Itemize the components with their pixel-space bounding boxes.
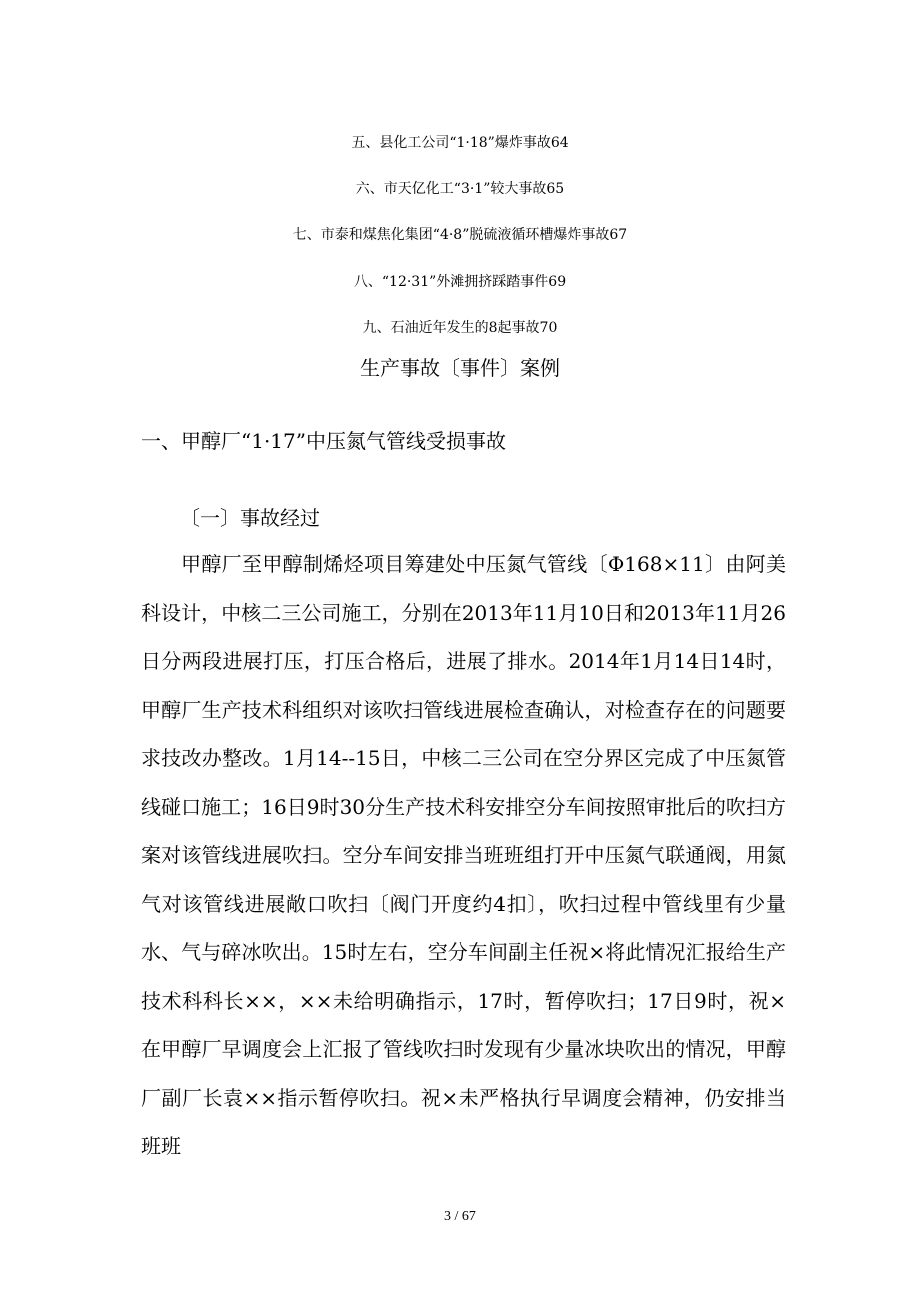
section-heading: 一、甲醇厂“1·17”中压氮气管线受损事故 [141,429,506,453]
sub-heading: 〔一〕事故经过 [180,506,320,530]
page-number: 3 / 67 [444,1209,476,1224]
body-paragraph: 甲醇厂至甲醇制烯烃项目筹建处中压氮气管线〔Φ168×11〕由阿美科设计，中核二三公司施工，分别在2013年11月10日和2013年11月26日分两段进展打压，打压合格后，进展了排水。2014年1月14日14时，甲醇厂生产技术科组织对该吹扫管线进展检查确认，对检查存在的问题要求技改办整改。1月14--15日，中核二三公司在空分界区完成了中压氮管线碰口施工；16日9时30分生产技术科安排空分车间按照审批后的吹扫方案对该管线进展吹扫。空分车间安排当班班组打开中压氮气联通阀，用氮气对该管线进展敞口吹扫〔阀门开度约4扣〕，吹扫过程中管线里有少量水、气与碎冰吹出。15时左右，空分车间副主任祝×将此情况汇报给生产技术科科长××，××未给明确指示，17时，暂停吹扫；17日9时，祝×在甲醇厂早调度会上汇报了管线吹扫时发现有少量冰块吹出的情况，甲醇厂副厂长袁××指示暂停吹扫。祝×未严格执行早调度会精神，仍安排当班班 [141,552,786,1158]
toc-item-6: 六、市天亿化工“3·1”较大事故65 [355,181,565,197]
toc-item-7: 七、市泰和煤焦化集团“4·8”脱硫液循环槽爆炸事故67 [292,227,628,243]
document-title: 生产事故〔事件〕案例 [360,356,560,380]
toc-item-9: 九、石油近年发生的8起事故70 [362,320,558,336]
toc-item-8: 八、“12·31”外滩拥挤踩踏事件69 [353,274,567,290]
toc-item-5: 五、县化工公司“1·18”爆炸事故64 [351,135,569,151]
